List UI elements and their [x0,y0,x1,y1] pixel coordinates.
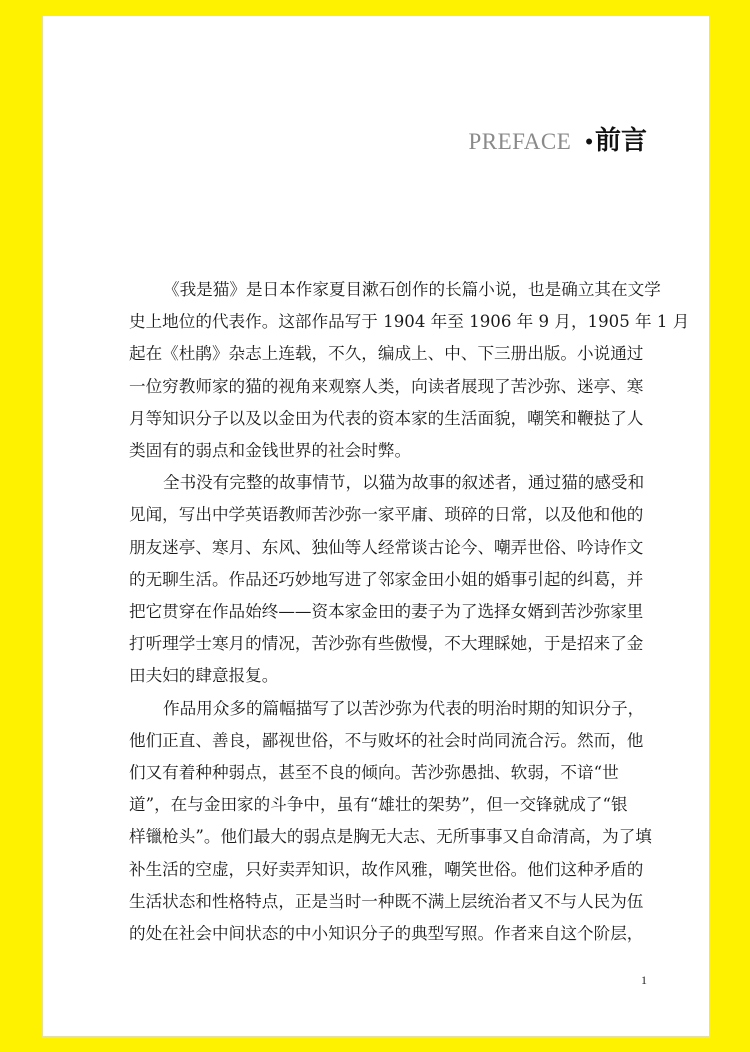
text-line: 补生活的空虚，只好卖弄知识，故作风雅，嘲笑世俗。他们这种矛盾的 [129,859,644,879]
text-line: 样镴枪头”。他们最大的弱点是胸无大志、无所事事又自命清高，为了填 [129,827,652,847]
text-line: 把它贯穿在作品始终——资本家金田的妻子为了选择女婿到苦沙弥家里 [129,602,644,622]
text-line: 的处在社会中间状态的中小知识分子的典型写照。作者来自这个阶层， [129,924,644,944]
text-line: 月等知识分子以及以金田为代表的资本家的生活面貌，嘲笑和鞭挞了人 [129,408,644,428]
text-line: 作品用众多的篇幅描写了以苦沙弥为代表的明治时期的知识分子， [163,698,645,718]
text-line: 起在《杜鹃》杂志上连载，不久，编成上、中、下三册出版。小说通过 [129,344,644,364]
text-line: 见闻，写出中学英语教师苦沙弥一家平庸、琐碎的日常，以及他和他的 [129,505,644,525]
text-line: 田夫妇的肆意报复。 [129,666,279,686]
text-line: 类固有的弱点和金钱世界的社会时弊。 [129,441,412,461]
preface-title-english: PREFACE [468,129,572,154]
title-separator-dot: • [585,129,593,154]
page-header [469,120,648,157]
book-page [42,15,710,1037]
text-line: 打听理学士寒月的情况，苦沙弥有些傲慢，不大理睬她，于是招来了金 [129,634,644,654]
text-line: 的无聊生活。作品还巧妙地写进了邻家金田小姐的婚事引起的纠葛，并 [129,569,644,589]
preface-title-chinese: 前言 [594,126,647,156]
text-line: 朋友迷亭、寒月、东风、独仙等人经常谈古论今、嘲弄世俗、吟诗作文 [129,537,644,557]
text-line: 们又有着种种弱点，甚至不良的倾向。苦沙弥愚拙、软弱，不谙“世 [129,763,619,783]
text-line: 他们正直、善良，鄙视世俗，不与败坏的社会时尚同流合污。然而，他 [129,730,644,750]
text-line: 生活状态和性格特点，正是当时一种既不满上层统治者又不与人民为伍 [129,891,644,911]
text-line: 史上地位的代表作。这部作品写于 1904 年至 1906 年 9 月，1905 年 1 月 [129,312,690,332]
text-line: 全书没有完整的故事情节，以猫为故事的叙述者，通过猫的感受和 [163,473,645,493]
paragraph-1 [129,274,695,467]
page-number: 1 [641,973,647,987]
paragraph-2 [129,467,695,692]
text-line: 《我是猫》是日本作家夏目漱石创作的长篇小说，也是确立其在文学 [163,280,661,299]
paragraph-3 [129,693,695,951]
text-line: 一位穷教师家的猫的视角来观察人类，向读者展现了苦沙弥、迷亭、寒 [129,376,644,396]
preface-body [129,274,695,950]
text-line: 道”，在与金田家的斗争中，虽有“雄壮的架势”，但一交锋就成了“银 [129,795,628,815]
